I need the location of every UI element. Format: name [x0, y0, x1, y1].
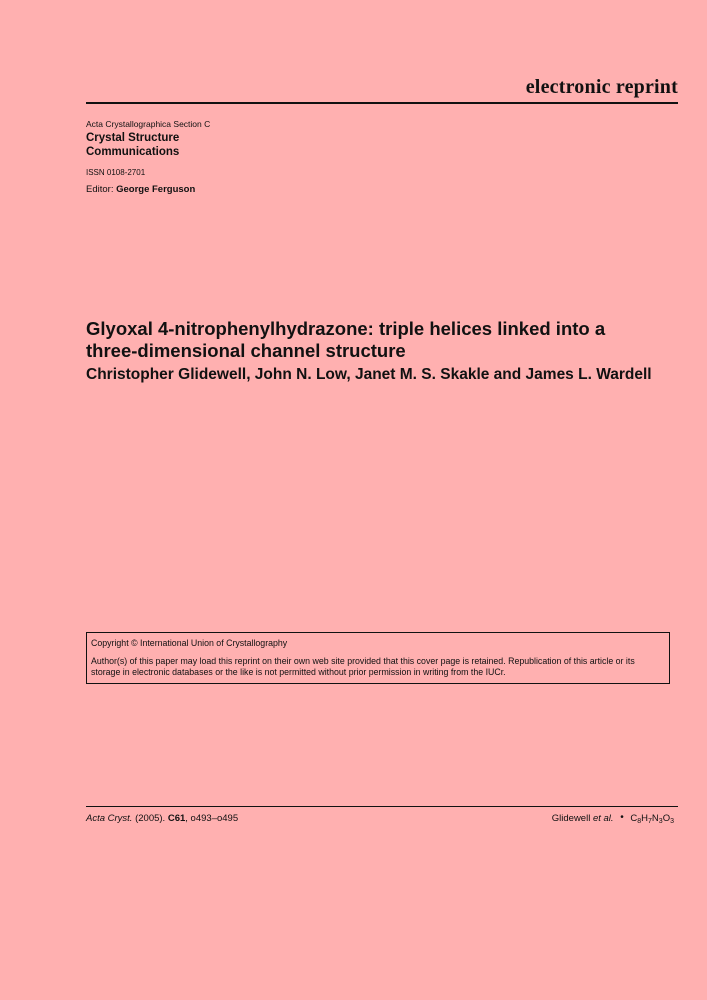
- copyright-notice: Author(s) of this paper may load this reprint on their own web site provided that this cover page is retained. Republication of this article or its storage in electronic databases or the like is not permitted without prior permission in writing from the IUCr.: [91, 656, 635, 677]
- footer-article-ref: [552, 813, 674, 825]
- article-title: [86, 318, 686, 362]
- header-rule: [86, 102, 678, 104]
- journal-section-line1: Crystal Structure: [86, 132, 180, 144]
- footer-formula: $C_8H_7N_3O_3$: [630, 813, 674, 825]
- footer-pages: , o493–o495: [185, 813, 239, 824]
- editor: [86, 184, 210, 195]
- copyright-box: [86, 632, 670, 684]
- footer-rule: [86, 806, 678, 807]
- footer-journal: Acta Cryst.: [86, 813, 133, 824]
- article-title-line1: Glyoxal 4-nitrophenylhydrazone: triple helices linked into a: [86, 318, 606, 339]
- article-title-line2: three-dimensional channel structure: [86, 340, 406, 361]
- journal-section-line2: Communications: [86, 146, 180, 158]
- editor-label: Editor:: [86, 184, 114, 195]
- journal-name: Acta Crystallographica Section C: [86, 119, 211, 129]
- issn: ISSN 0108-2701: [86, 168, 146, 177]
- footer-volume: C61: [167, 813, 186, 824]
- editor-name: George Ferguson: [116, 184, 196, 195]
- copyright-line: Copyright © International Union of Crystallography: [91, 638, 288, 648]
- footer-et-al: et al.: [592, 813, 614, 824]
- header-label: electronic reprint: [525, 76, 678, 98]
- journal-block: [86, 119, 210, 195]
- footer-year: (2005).: [135, 813, 166, 824]
- article-authors: Christopher Glidewell, John N. Low, Janet M. S. Skakle and James L. Wardell: [86, 366, 652, 383]
- footer-citation: [86, 813, 238, 824]
- footer-separator: •: [620, 812, 624, 823]
- footer-author: Glidewell: [551, 813, 591, 824]
